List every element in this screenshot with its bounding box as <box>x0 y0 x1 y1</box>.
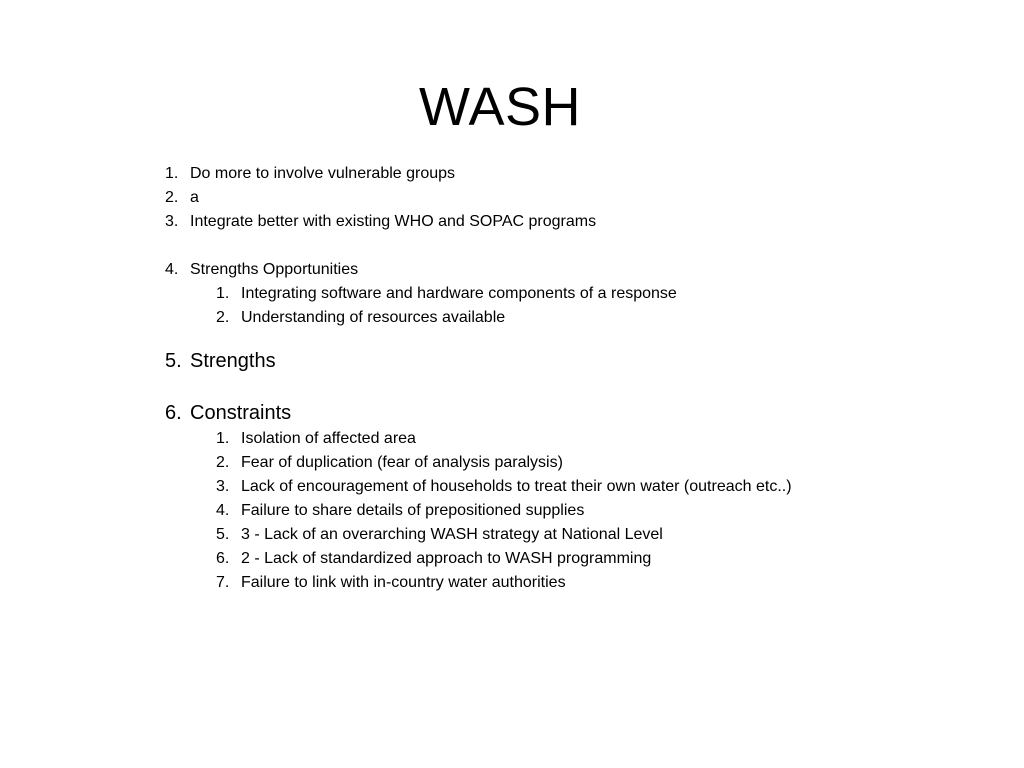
sub-list-item-text: Integrating software and hardware components of a response <box>241 285 677 302</box>
list-item <box>165 210 845 234</box>
list-item-number: 4. <box>165 261 179 278</box>
sub-list-item <box>165 427 845 451</box>
sub-list-item-number: 1. <box>216 430 230 447</box>
list-item-number: 2. <box>165 189 179 206</box>
list-item-text: Integrate better with existing WHO and SOPAC programs <box>190 213 597 230</box>
list-item-number: 6. <box>165 402 182 424</box>
sub-list-item-text: Failure to link with in-country water authorities <box>241 574 566 591</box>
sub-list-item-number: 3. <box>216 478 230 495</box>
sub-list-item-number: 5. <box>216 526 230 543</box>
list-item-number: 5. <box>165 350 182 372</box>
spacer <box>165 375 845 399</box>
slide-title: WASH <box>419 77 581 137</box>
list-item-text: Strengths <box>190 350 276 372</box>
sub-list-item-text: Understanding of resources available <box>241 309 506 326</box>
list-item <box>165 162 845 186</box>
spacer <box>165 234 845 258</box>
list-item-text: Strengths Opportunities <box>190 261 359 278</box>
sub-list-item <box>165 547 845 571</box>
sub-list-item-text: 3 - Lack of an overarching WASH strategy at National Level <box>241 526 663 543</box>
sub-list-item <box>165 499 845 523</box>
sub-list-item <box>165 571 845 595</box>
slide-body <box>165 162 845 595</box>
list-item <box>165 399 845 427</box>
sub-list-item <box>165 451 845 475</box>
sub-list-item-number: 7. <box>216 574 230 591</box>
sub-list-item <box>165 282 845 306</box>
sub-list-item-number: 1. <box>216 285 230 302</box>
sub-list-item <box>165 523 845 547</box>
list-item-number: 3. <box>165 213 179 230</box>
sub-list-item <box>165 306 845 330</box>
list-item <box>165 186 845 210</box>
sub-list-item-number: 2. <box>216 309 230 326</box>
sub-list-item-text: Isolation of affected area <box>241 430 416 447</box>
list-item-text: Constraints <box>190 402 292 424</box>
list-item-number: 1. <box>165 165 179 182</box>
sub-list-item-text: 2 - Lack of standardized approach to WASH programming <box>241 550 652 567</box>
sub-list-item-text: Failure to share details of prepositioned supplies <box>241 502 585 519</box>
list-item <box>165 347 845 375</box>
sub-list-item <box>165 475 845 499</box>
sub-list-item-number: 4. <box>216 502 230 519</box>
list-item-text: Do more to involve vulnerable groups <box>190 165 456 182</box>
sub-list-item-number: 2. <box>216 454 230 471</box>
list-item <box>165 258 845 282</box>
spacer <box>165 330 845 347</box>
list-item-text: a <box>190 189 199 206</box>
sub-list-item-text: Lack of encouragement of households to treat their own water (outreach etc..) <box>241 478 792 495</box>
sub-list-item-number: 6. <box>216 550 230 567</box>
sub-list-item-text: Fear of duplication (fear of analysis paralysis) <box>241 454 563 471</box>
